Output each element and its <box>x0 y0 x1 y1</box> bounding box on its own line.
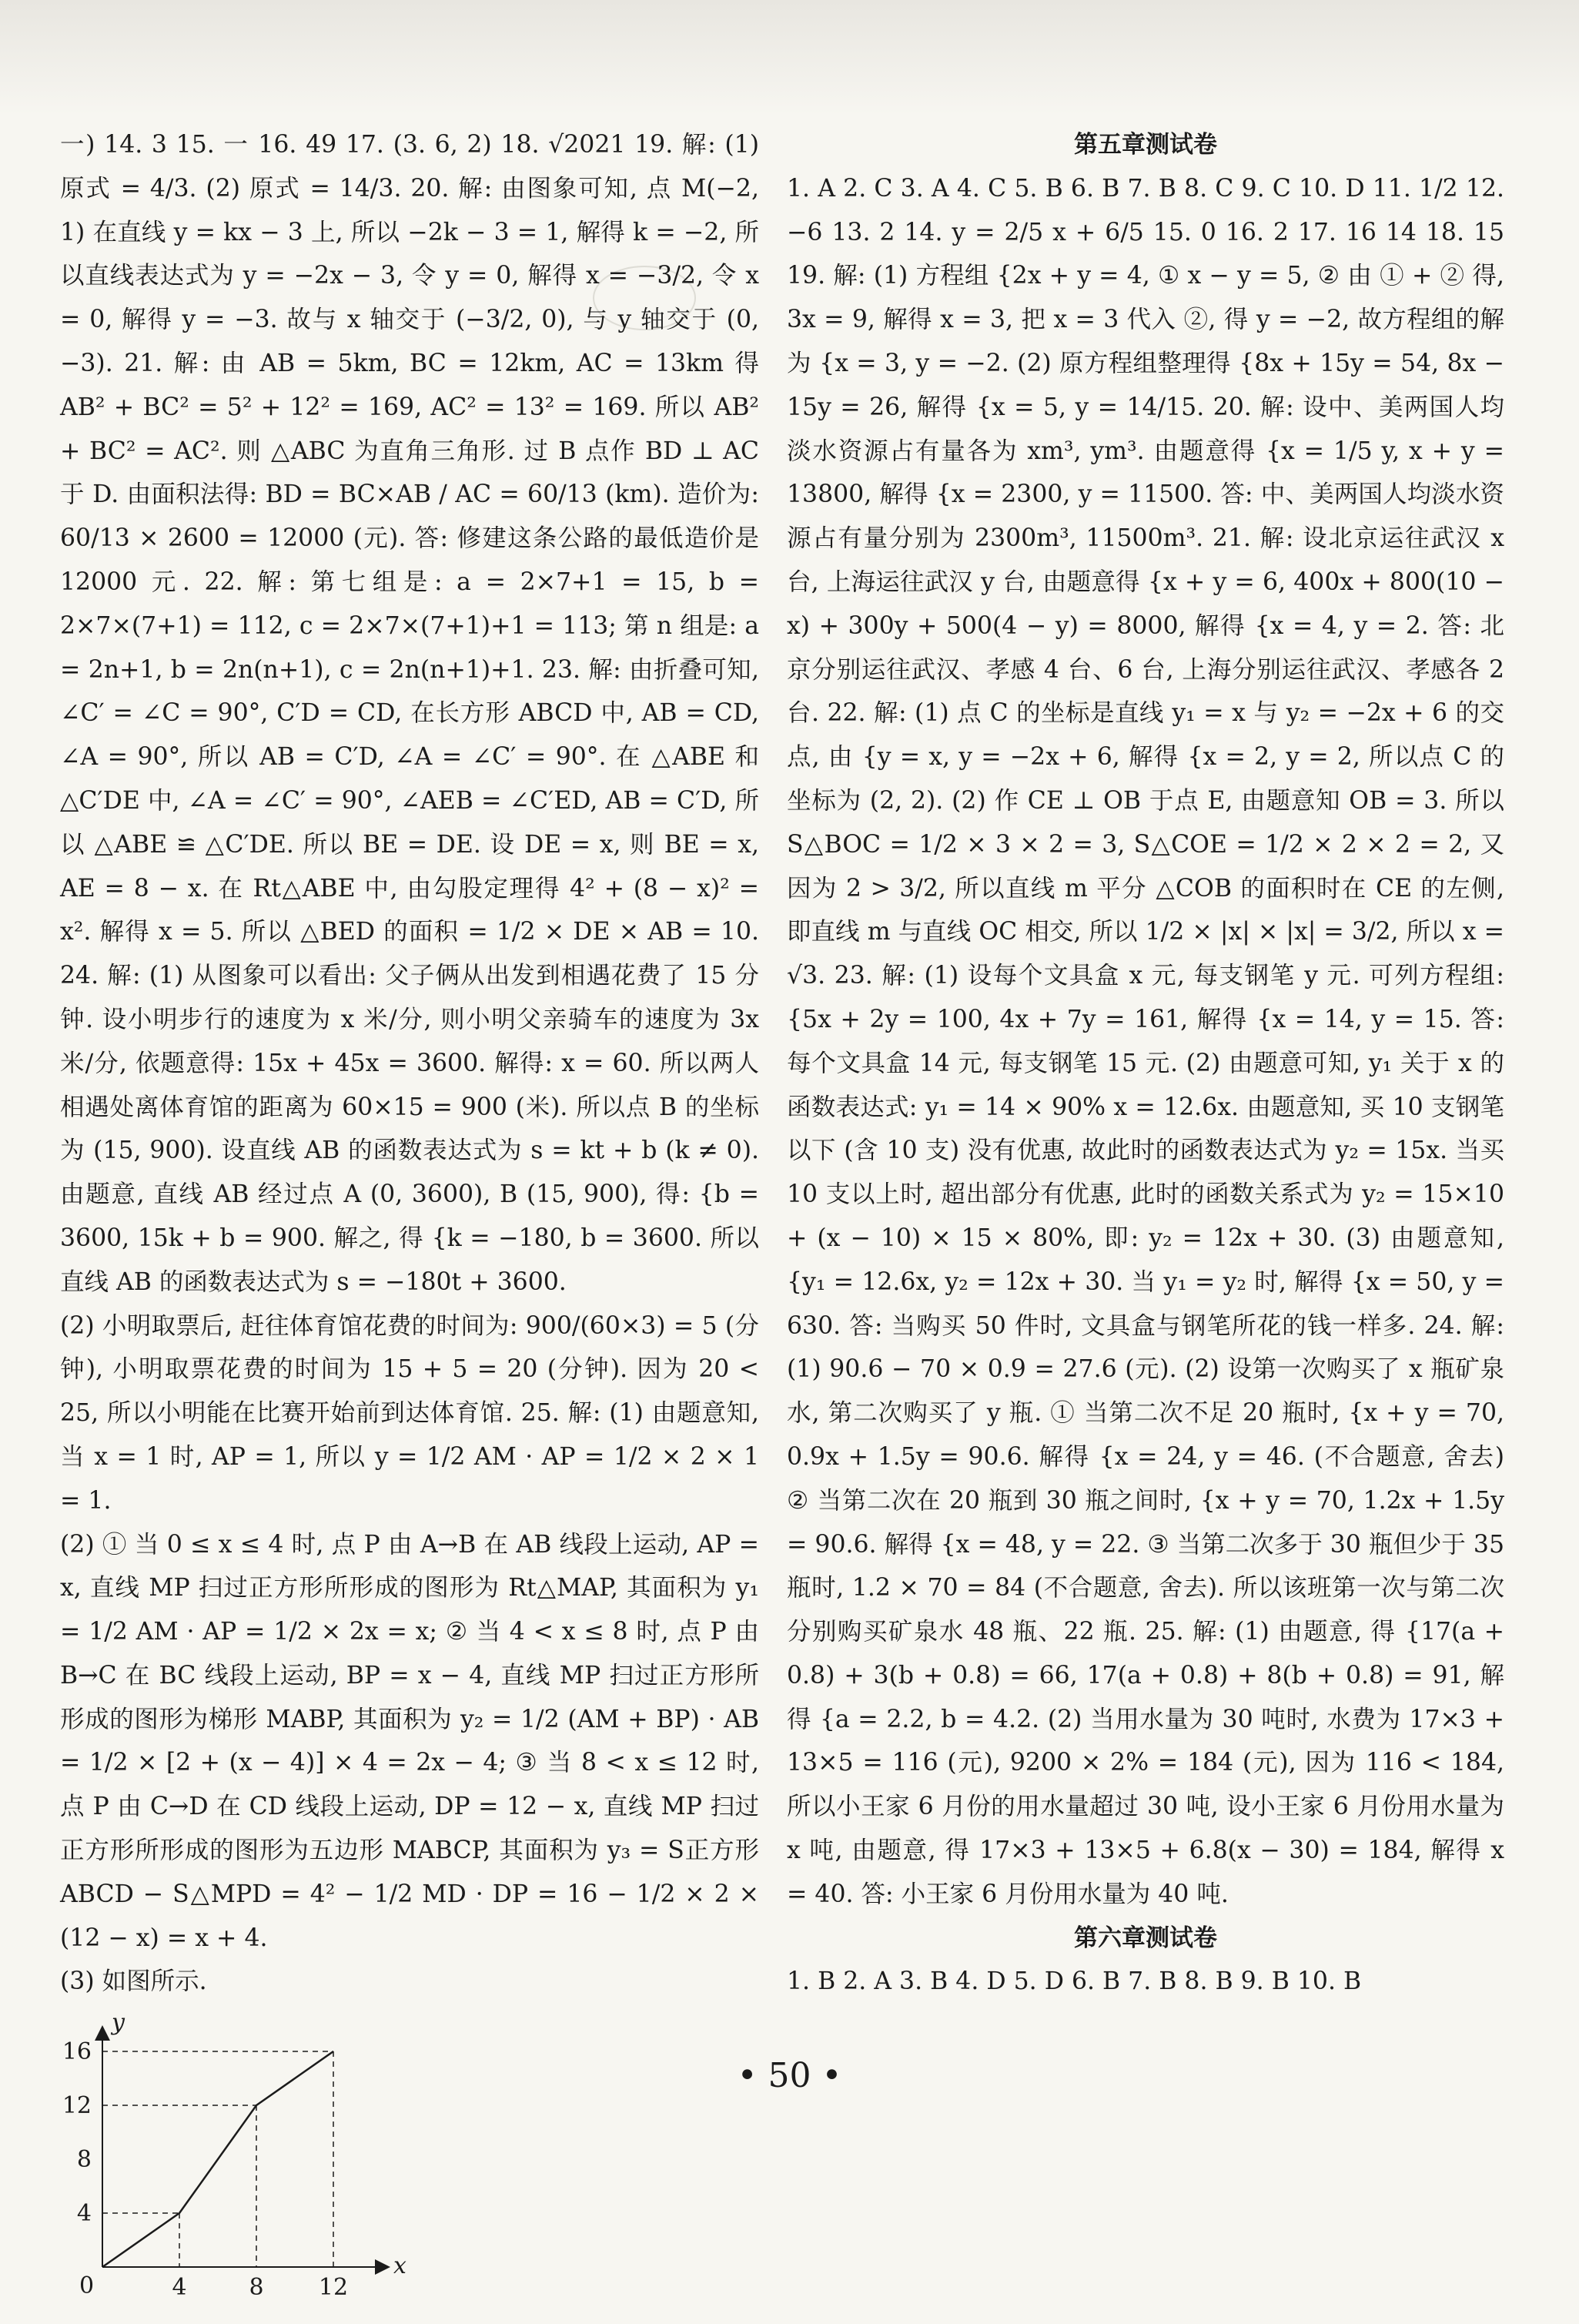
section-heading-chapter5: 第五章测试卷 <box>1074 131 1217 159</box>
x-tick-label: 8 <box>249 2274 264 2302</box>
y-axis-label: y <box>112 2013 125 2037</box>
y-tick-label: 12 <box>62 2092 92 2120</box>
x-axis-label: x <box>393 2252 406 2280</box>
y-tick-label: 8 <box>76 2146 92 2174</box>
y-tick-label: 4 <box>76 2200 92 2228</box>
answer-paragraph: 一) 14. 3 15. 一 16. 49 17. (3. 6, 2) 18. √2021 19. 解: (1) 原式 = 4/3. (2) 原式 = 14/3. 20. 解: 由图象可知, 点 M(−2, 1) 在直线 y = kx − 3 上, 所以 −2k − 3 = 1, 解得 k = −2, 所以直线表达式为 y = −2x − 3, 令 y = 0, 解得 x = −3/2, 令 x = 0, 解得 y = −3. 故与 x 轴交于 (−3/2, 0), 与 y 轴交于 (0, −3). 21. 解: 由 AB = 5km, BC = 12km, AC = 13km 得 AB² + BC² = 5² + 12² = 169, AC² = 13² = 169. 所以 AB² + BC² = AC². 则 △ABC 为直角三角形. 过 B 点作 BD ⊥ AC 于 D. 由面积法得: BD = BC×AB / AC = 60/13 (km). 造价为: 60/13 × 2600 = 12000 (元). 答: 修建这条公路的最低造价是 12000 元. 22. 解: 第七组是: a = 2×7+1 = 15, b = 2×7×(7+1) = 112, c = 2×7×(7+1)+1 = 113; 第 n 组是: a = 2n+1, b = 2n(n+1), c = 2n(n+1)+1. 23. 解: 由折叠可知, ∠C′ = ∠C = 90°, C′D = CD, 在长方形 ABCD 中, AB = CD, ∠A = 90°, 所以 AB = C′D, ∠A = ∠C′ = 90°. 在 △ABE 和 △C′DE 中, ∠A = ∠C′ = 90°, ∠AEB = ∠C′ED, AB = C′D, 所以 △ABE ≌ △C′DE. 所以 BE = DE. 设 DE = x, 则 BE = x, AE = 8 − x. 在 Rt△ABE 中, 由勾股定理得 4² + (8 − x)² = x². 解得 x = 5. 所以 △BED 的面积 = 1/2 × DE × AB = 10. 24. 解: (1) 从图象可以看出: 父子俩从出发到相遇花费了 15 分钟. 设小明步行的速度为 x 米/分, 则小明父亲骑车的速度为 3x 米/分, 依题意得: 15x + 45x = 3600. 解得: x = 60. 所以两人相遇处离体育馆的距离为 60×15 = 900 (米). 所以点 B 的坐标为 (15, 900). 设直线 AB 的函数表达式为 s = kt + b (k ≠ 0). 由题意, 直线 AB 经过点 A (0, 3600), B (15, 900), 得: {b = 3600, 15k + b = 900. 解之, 得 {k = −180, b = 3600. 所以直线 AB 的函数表达式为 s = −180t + 3600. <box>60 131 759 1296</box>
x-tick-label: 4 <box>172 2274 187 2302</box>
page-number: • 50 • <box>737 2056 842 2095</box>
left-column <box>60 123 759 2306</box>
section-heading-chapter6: 第六章测试卷 <box>1074 1924 1217 1952</box>
scan-top-edge <box>0 0 1579 116</box>
origin-label: 0 <box>79 2272 95 2300</box>
answer-paragraph: 1. B 2. A 3. B 4. D 5. D 6. B 7. B 8. B 9. B 10. B <box>787 1967 1362 1996</box>
x-tick-label: 12 <box>318 2274 349 2302</box>
y-tick-label: 16 <box>62 2038 92 2066</box>
answer-paragraph: (2) ① 当 0 ≤ x ≤ 4 时, 点 P 由 A→B 在 AB 线段上运动, AP = x, 直线 MP 扫过正方形所形成的图形为 Rt△MAP, 其面积为 y₁ = 1/2 AM · AP = 1/2 × 2x = x; ② 当 4 < x ≤ 8 时, 点 P 由 B→C 在 BC 线段上运动, BP = x − 4, 直线 MP 扫过正方形所形成的图形为梯形 MABP, 其面积为 y₂ = 1/2 (AM + BP) · AB = 1/2 × [2 + (x − 4)] × 4 = 2x − 4; ③ 当 8 < x ≤ 12 时, 点 P 由 C→D 在 CD 线段上运动, DP = 12 − x, 直线 MP 扫过正方形所形成的图形为五边形 MABCP, 其面积为 y₃ = S正方形ABCD − S△MPD = 4² − 1/2 MD · DP = 16 − 1/2 × 2 × (12 − x) = x + 4. <box>60 1530 759 1952</box>
right-column <box>787 123 1504 2004</box>
answer-paragraph: (2) 小明取票后, 赶往体育馆花费的时间为: 900/(60×3) = 5 (分钟), 小明取票花费的时间为 15 + 5 = 20 (分钟). 因为 20 < 25, 所以小明能在比赛开始前到达体育馆. 25. 解: (1) 由题意知, 当 x = 1 时, AP = 1, 所以 y = 1/2 AM · AP = 1/2 × 2 × 1 = 1. <box>60 1311 759 1515</box>
answer-paragraph: 1. A 2. C 3. A 4. C 5. B 6. B 7. B 8. C 9. C 10. D 11. 1/2 12. −6 13. 2 14. y = 2/5 x + 6/5 15. 0 16. 2 17. 16 14 18. 15 19. 解: (1) 方程组 {2x + y = 4, ① x − y = 5, ② 由 ① + ② 得, 3x = 9, 解得 x = 3, 把 x = 3 代入 ②, 得 y = −2, 故方程组的解为 {x = 3, y = −2. (2) 原方程组整理得 {8x + 15y = 54, 8x − 15y = 26, 解得 {x = 5, y = 14/15. 20. 解: 设中、美两国人均淡水资源占有量各为 xm³, ym³. 由题意得 {x = 1/5 y, x + y = 13800, 解得 {x = 2300, y = 11500. 答: 中、美两国人均淡水资源占有量分别为 2300m³, 11500m³. 21. 解: 设北京运往武汉 x 台, 上海运往武汉 y 台, 由题意得 {x + y = 6, 400x + 800(10 − x) + 300y + 500(4 − y) = 8000, 解得 {x = 4, y = 2. 答: 北京分别运往武汉、孝感 4 台、6 台, 上海分别运往武汉、孝感各 2 台. 22. 解: (1) 点 C 的坐标是直线 y₁ = x 与 y₂ = −2x + 6 的交点, 由 {y = x, y = −2x + 6, 解得 {x = 2, y = 2, 所以点 C 的坐标为 (2, 2). (2) 作 CE ⊥ OB 于点 E, 由题意知 OB = 3. 所以 S△BOC = 1/2 × 3 × 2 = 3, S△COE = 1/2 × 2 × 2 = 2, 又因为 2 > 3/2, 所以直线 m 平分 △COB 的面积时在 CE 的左侧, 即直线 m 与直线 OC 相交, 所以 1/2 × |x| × |x| = 3/2, 所以 x = √3. 23. 解: (1) 设每个文具盒 x 元, 每支钢笔 y 元. 可列方程组: {5x + 2y = 100, 4x + 7y = 161, 解得 {x = 14, y = 15. 答: 每个文具盒 14 元, 每支钢笔 15 元. (2) 由题意可知, y₁ 关于 x 的函数表达式: y₁ = 14 × 90% x = 12.6x. 由题意知, 买 10 支钢笔以下 (含 10 支) 没有优惠, 故此时的函数表达式为 y₂ = 15x. 当买 10 支以上时, 超出部分有优惠, 此时的函数关系式为 y₂ = 15×10 + (x − 10) × 15 × 80%, 即: y₂ = 12x + 30. (3) 由题意知, {y₁ = 12.6x, y₂ = 12x + 30. 当 y₁ = y₂ 时, 解得 {x = 50, y = 630. 答: 当购买 50 件时, 文具盒与钢笔所花的钱一样多. 24. 解: (1) 90.6 − 70 × 0.9 = 27.6 (元). (2) 设第一次购买了 x 瓶矿泉水, 第二次购买了 y 瓶. ① 当第二次不足 20 瓶时, {x + y = 70, 0.9x + 1.5y = 90.6. 解得 {x = 24, y = 46. (不合题意, 舍去) ② 当第二次在 20 瓶到 30 瓶之间时, {x + y = 70, 1.2x + 1.5y = 90.6. 解得 {x = 48, y = 22. ③ 当第二次多于 30 瓶但少于 35 瓶时, 1.2 × 70 = 84 (不合题意, 舍去). 所以该班第一次与第二次分别购买矿泉水 48 瓶、22 瓶. 25. 解: (1) 由题意, 得 {17(a + 0.8) + 3(b + 0.8) = 66, 17(a + 0.8) + 8(b + 0.8) = 91, 解得 {a = 2.2, b = 4.2. (2) 当用水量为 30 吨时, 水费为 17×3 + 13×5 = 116 (元), 9200 × 2% = 184 (元), 因为 116 < 184, 所以小王家 6 月份的用水量超过 30 吨, 设小王家 6 月份用水量为 x 吨, 由题意, 得 17×3 + 13×5 + 6.8(x − 30) = 184, 解得 x = 40. 答: 小王家 6 月份用水量为 40 吨. <box>787 174 1504 1908</box>
answer-paragraph: (3) 如图所示. <box>60 1967 207 1996</box>
